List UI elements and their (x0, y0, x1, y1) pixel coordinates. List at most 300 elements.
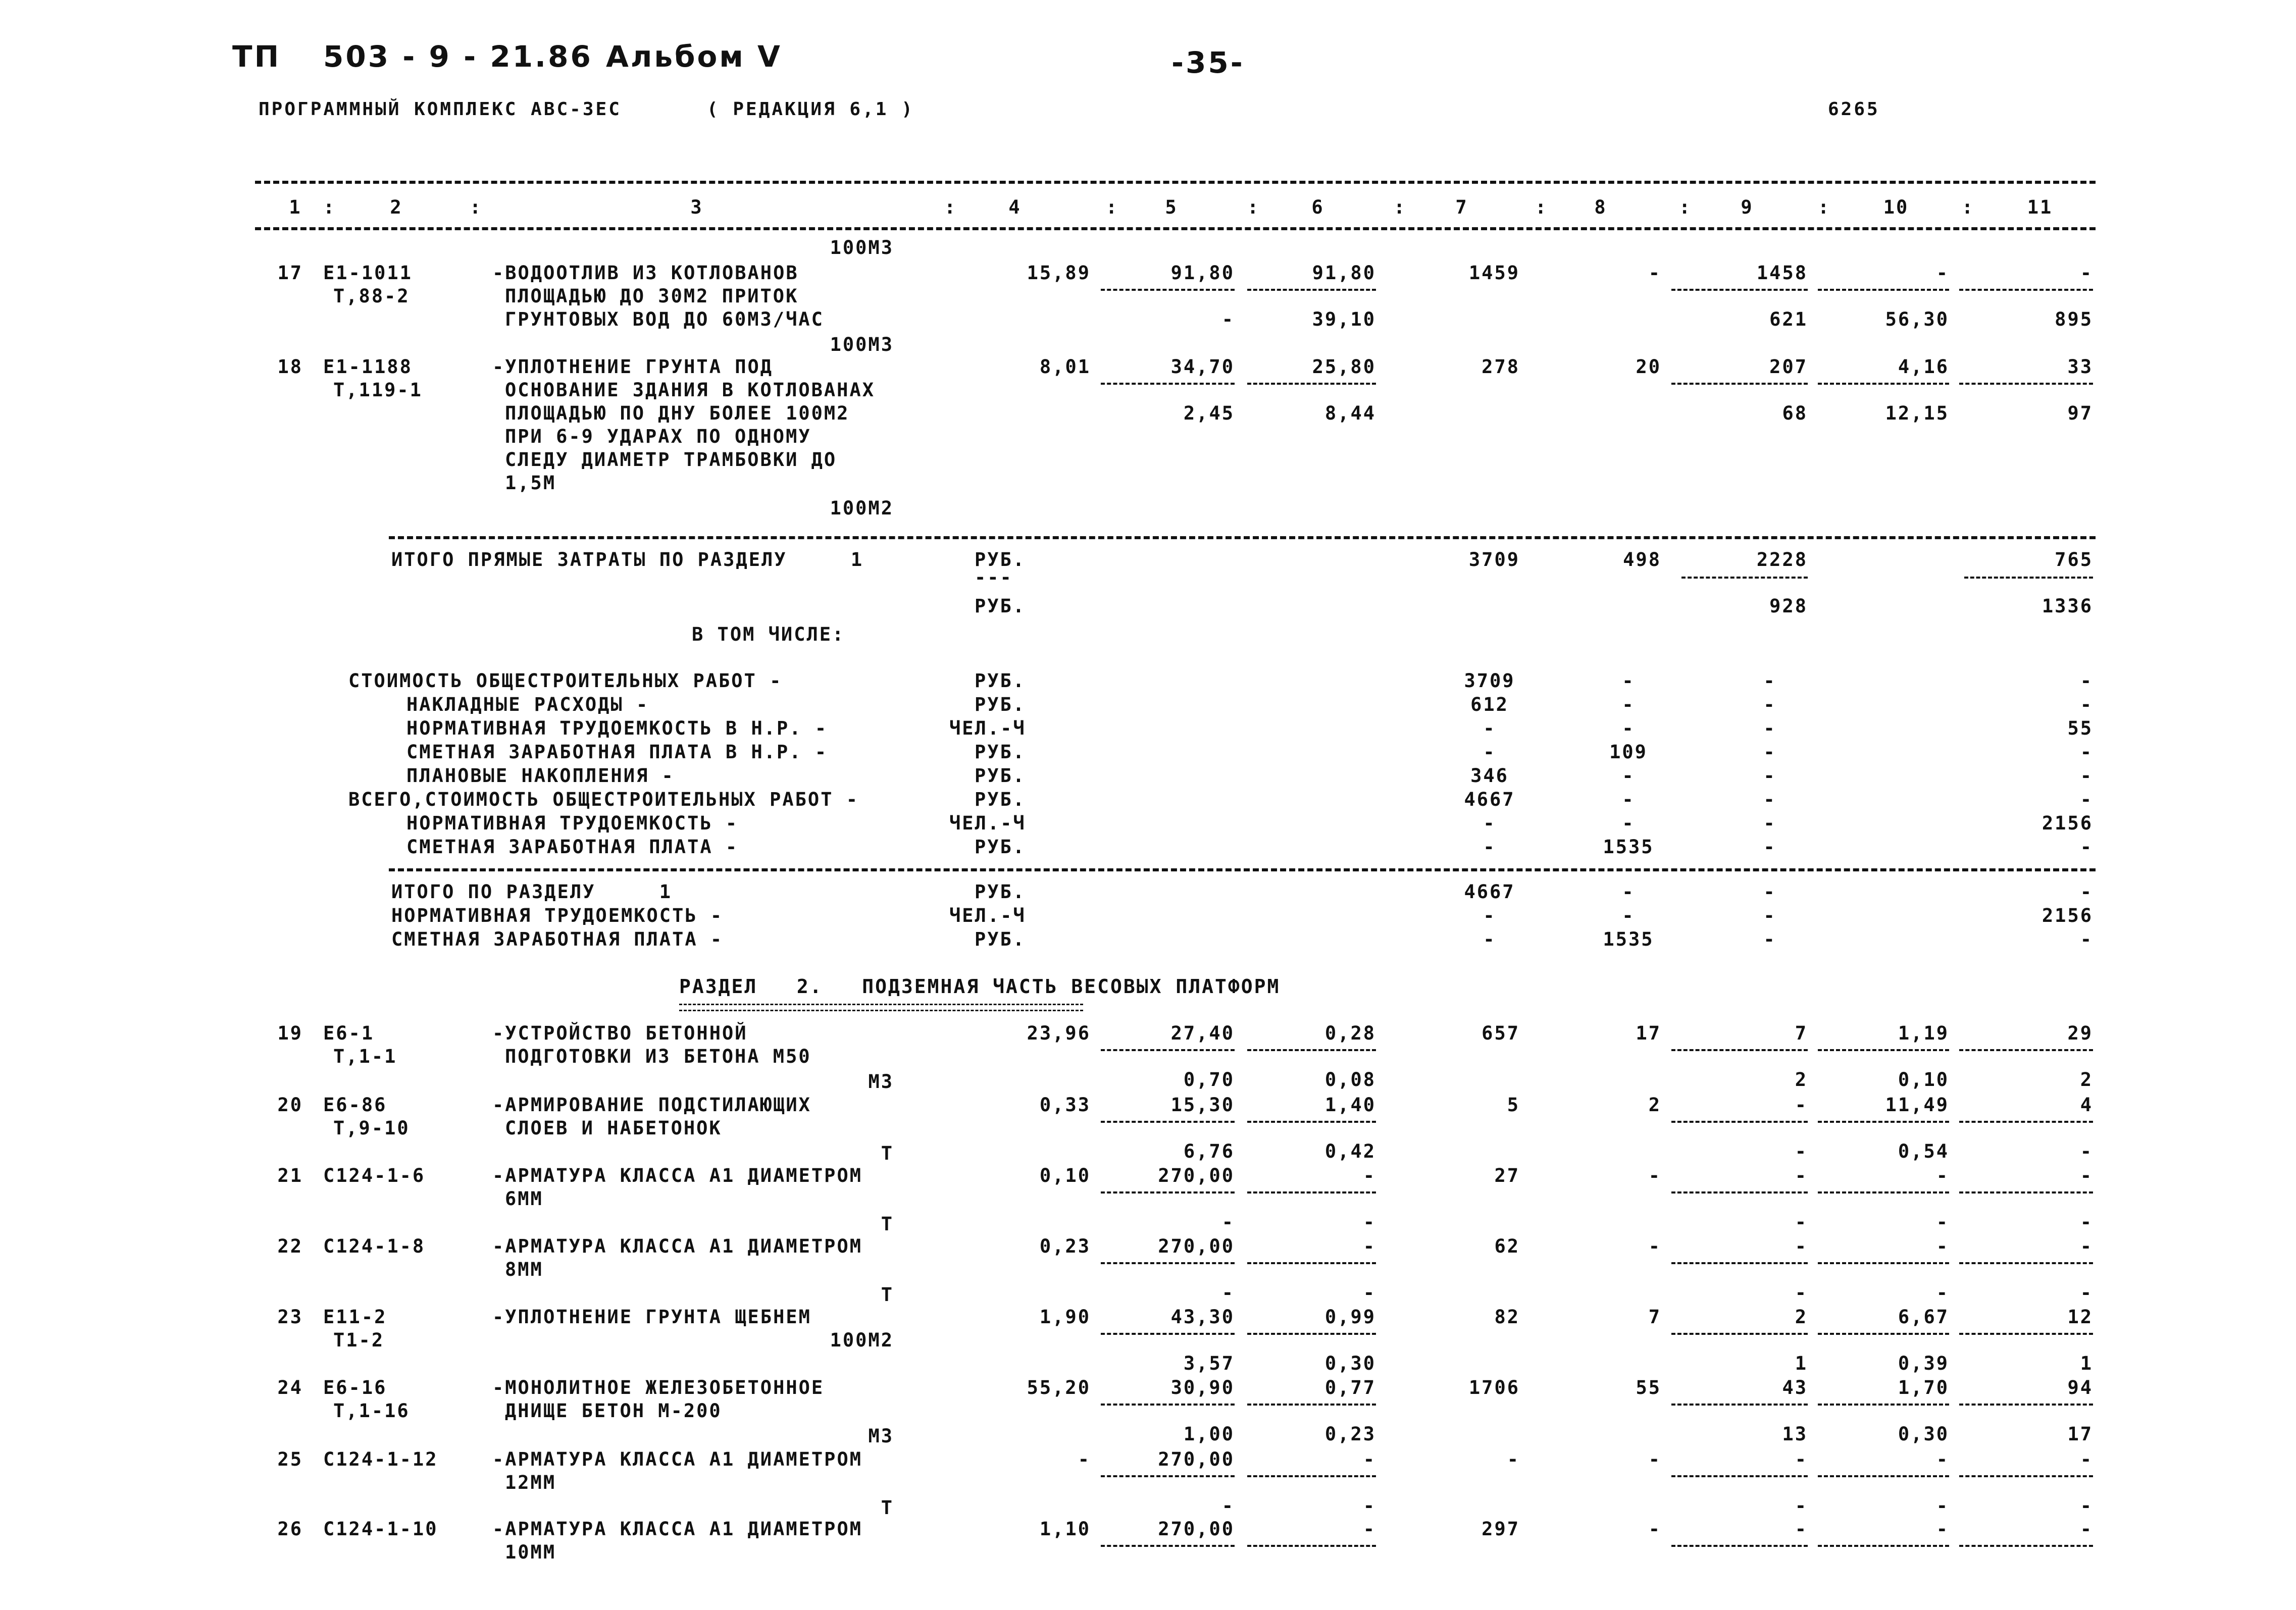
summary-col11: 55 (2067, 717, 2093, 739)
cell-col9: 2 (1795, 1306, 1808, 1328)
cell-col5: 270,00 (1158, 1518, 1235, 1540)
cell-col11: - (2080, 1165, 2093, 1186)
row-code: С124-1-8 (323, 1235, 426, 1257)
row-unit: 100М2 (830, 497, 894, 519)
cell-col5: 91,80 (1170, 262, 1235, 284)
row-code: Е6-86 (323, 1094, 387, 1116)
section-2-title-underline (679, 1004, 1083, 1011)
cell-divider (1671, 1333, 1808, 1335)
summary-col8: - (1622, 694, 1635, 715)
cell-col11-lower: - (2080, 1211, 2093, 1233)
row-code: Е11-2 (323, 1306, 387, 1328)
row-code-table: Т,1-1 (333, 1046, 397, 1067)
cell-col10-lower: - (1936, 1495, 1949, 1517)
summary-col9: - (1763, 836, 1776, 858)
row-unit: М3 (868, 1071, 894, 1093)
cell-col9-lower: - (1795, 1211, 1808, 1233)
cell-col4: 15,89 (1027, 262, 1091, 284)
cell-col6-lower: 0,08 (1324, 1069, 1376, 1090)
totals-including: В ТОМ ЧИСЛЕ: (692, 624, 845, 645)
cell-divider (1671, 1049, 1808, 1051)
summary-label: ВСЕГО,СТОИМОСТЬ ОБЩЕСТРОИТЕЛЬНЫХ РАБОТ - (348, 789, 859, 810)
row-description: ОСНОВАНИЕ ЗДАНИЯ В КОТЛОВАНАХ (505, 379, 876, 401)
cell-divider (1818, 1121, 1949, 1123)
row-number: 25 (277, 1448, 303, 1470)
row-description: ПЛОЩАДЬЮ ПО ДНУ БОЛЕЕ 100М2 (505, 402, 850, 424)
cell-col4: 23,96 (1027, 1022, 1091, 1044)
cell-col11: 4 (2080, 1094, 2093, 1116)
summary-label: ПЛАНОВЫЕ НАКОПЛЕНИЯ - (406, 765, 675, 787)
cell-col5-lower: 6,76 (1183, 1140, 1235, 1162)
summary-col7: 612 (1470, 694, 1509, 715)
cell-col10-lower: 12,15 (1885, 402, 1949, 424)
column-separator: : (323, 196, 336, 218)
column-separator: : (1679, 196, 1692, 218)
row-description: СЛОЕВ И НАБЕТОНОК (505, 1117, 722, 1139)
cell-col9-lower: 68 (1782, 402, 1808, 424)
cell-col7: 657 (1482, 1022, 1520, 1044)
summary-col7: - (1483, 741, 1496, 763)
summary-col8: 1535 (1603, 836, 1654, 858)
row-description: -ВОДООТЛИВ ИЗ КОТЛОВАНОВ (492, 262, 799, 284)
cell-col8: 7 (1648, 1306, 1661, 1328)
totals-col11-lower: 1336 (2042, 595, 2093, 617)
row-description: -АРМИРОВАНИЕ ПОДСТИЛАЮЩИХ (492, 1094, 811, 1116)
section-total-col7: - (1483, 905, 1496, 926)
cell-col8: 17 (1636, 1022, 1661, 1044)
row-description: -УСТРОЙСТВО БЕТОННОЙ (492, 1022, 748, 1044)
cell-col11-lower: 97 (2067, 402, 2093, 424)
summary-unit: ЧЕЛ.-Ч (949, 812, 1026, 834)
cell-col9-lower: 13 (1782, 1423, 1808, 1445)
column-header-rule (255, 227, 2096, 230)
cell-col10: 4,16 (1898, 356, 1949, 378)
cell-col6: 91,80 (1312, 262, 1376, 284)
column-separator: : (1535, 196, 1548, 218)
section-total-label: СМЕТНАЯ ЗАРАБОТНАЯ ПЛАТА - (391, 928, 724, 950)
summary-col9: - (1763, 765, 1776, 787)
section-total-col8: - (1622, 905, 1635, 926)
row-code-table: Т1-2 (333, 1329, 385, 1351)
cell-col6: - (1363, 1448, 1376, 1470)
summary-col7: 3709 (1464, 670, 1515, 692)
cell-divider (1101, 1191, 1235, 1193)
cell-col6: 0,28 (1324, 1022, 1376, 1044)
header-album: Альбом V (606, 39, 782, 74)
row-description: ПРИ 6-9 УДАРАХ ПО ОДНОМУ (505, 426, 811, 447)
cell-divider (1671, 289, 1808, 291)
section-total-col11: - (2080, 928, 2093, 950)
cell-col9-lower: - (1795, 1282, 1808, 1304)
cell-col9-lower: - (1795, 1495, 1808, 1517)
row-description: 1,5М (505, 472, 556, 494)
row-number: 24 (277, 1377, 303, 1398)
cell-col6: 1,40 (1324, 1094, 1376, 1116)
cell-col7: 27 (1494, 1165, 1520, 1186)
row-code-table: Т,9-10 (333, 1117, 410, 1139)
cell-col6-lower: 39,10 (1312, 308, 1376, 330)
summary-label: НОРМАТИВНАЯ ТРУДОЕМКОСТЬ - (406, 812, 739, 834)
cell-col6-lower: 0,30 (1324, 1353, 1376, 1374)
cell-divider (1671, 1191, 1808, 1193)
row-number: 17 (277, 262, 303, 284)
cell-col4: 1,10 (1039, 1518, 1091, 1540)
summary-unit: РУБ. (975, 789, 1026, 810)
totals-rule (389, 536, 2096, 539)
row-description: -УПЛОТНЕНИЕ ГРУНТА ПОД (492, 356, 774, 378)
cell-col4: 1,90 (1039, 1306, 1091, 1328)
row-code: С124-1-10 (323, 1518, 438, 1540)
cell-col9-lower: 2 (1795, 1069, 1808, 1090)
summary-label: НОРМАТИВНАЯ ТРУДОЕМКОСТЬ В Н.Р. - (406, 717, 828, 739)
cell-divider (1101, 289, 1235, 291)
row-description: -АРМАТУРА КЛАССА А1 ДИАМЕТРОМ (492, 1165, 863, 1186)
row-code: Е6-16 (323, 1377, 387, 1398)
cell-divider (1247, 383, 1376, 385)
cell-divider (1247, 1333, 1376, 1335)
row-code-table: Т,88-2 (333, 285, 410, 307)
summary-col9: - (1763, 812, 1776, 834)
cell-col11: - (2080, 1448, 2093, 1470)
column-header-6: 6 (1311, 196, 1324, 218)
cell-col5-lower: - (1221, 1282, 1235, 1304)
cell-col6-lower: 0,23 (1324, 1423, 1376, 1445)
cell-col9: 43 (1782, 1377, 1808, 1398)
cell-col8: - (1648, 1448, 1661, 1470)
row-number: 22 (277, 1235, 303, 1257)
cell-col11: - (2080, 1518, 2093, 1540)
cell-col11: 33 (2067, 356, 2093, 378)
cell-divider (1818, 1191, 1949, 1193)
header-page-number: -35- (1171, 45, 1245, 80)
summary-col9: - (1763, 717, 1776, 739)
column-separator: : (470, 196, 483, 218)
row-description: -УПЛОТНЕНИЕ ГРУНТА ЩЕБНЕМ (492, 1306, 811, 1328)
totals-col9: 2228 (1756, 549, 1808, 570)
cell-col10: 6,67 (1898, 1306, 1949, 1328)
cell-col5: 34,70 (1170, 356, 1235, 378)
header-code: 503 - 9 - 21.86 (323, 39, 593, 74)
row-number: 18 (277, 356, 303, 378)
summary-label: НАКЛАДНЫЕ РАСХОДЫ - (406, 694, 649, 715)
totals-col9-lower: 928 (1769, 595, 1808, 617)
row-description: ДНИЩЕ БЕТОН М-200 (505, 1400, 722, 1422)
cell-divider (1818, 1262, 1949, 1264)
cell-col5: 270,00 (1158, 1165, 1235, 1186)
summary-col11: - (2080, 670, 2093, 692)
row-unit: Т (881, 1284, 894, 1306)
cell-col9-lower: 621 (1769, 308, 1808, 330)
section-total-rule (389, 868, 2096, 871)
cell-col10: - (1936, 1518, 1949, 1540)
column-header-11: 11 (2027, 196, 2053, 218)
cell-col6: - (1363, 1165, 1376, 1186)
summary-col11: - (2080, 836, 2093, 858)
totals-unit: РУБ. (975, 549, 1026, 570)
column-header-1: 1 (289, 196, 302, 218)
cell-col5: 43,30 (1170, 1306, 1235, 1328)
cell-divider (1671, 383, 1808, 385)
summary-col8: - (1622, 789, 1635, 810)
cell-divider (1247, 1049, 1376, 1051)
cell-col10: - (1936, 262, 1949, 284)
cell-divider (1247, 1262, 1376, 1264)
cell-col5: 30,90 (1170, 1377, 1235, 1398)
cell-divider (1818, 1545, 1949, 1547)
summary-unit: РУБ. (975, 765, 1026, 787)
summary-col9: - (1763, 670, 1776, 692)
cell-col8: 55 (1636, 1377, 1661, 1398)
section-total-unit: РУБ. (975, 928, 1026, 950)
row-code: С124-1-12 (323, 1448, 438, 1470)
summary-label: СМЕТНАЯ ЗАРАБОТНАЯ ПЛАТА В Н.Р. - (406, 741, 828, 763)
cell-col10: - (1936, 1448, 1949, 1470)
section-2-title: РАЗДЕЛ 2. ПОДЗЕМНАЯ ЧАСТЬ ВЕСОВЫХ ПЛАТФОРМ (679, 975, 1281, 998)
row-unit: Т (881, 1213, 894, 1235)
row-unit: 100М3 (830, 334, 894, 355)
summary-col8: - (1622, 670, 1635, 692)
column-separator: : (1818, 196, 1831, 218)
cell-col5-lower: 0,70 (1183, 1069, 1235, 1090)
column-separator: : (1247, 196, 1260, 218)
cell-col9: - (1795, 1518, 1808, 1540)
column-header-7: 7 (1455, 196, 1468, 218)
cell-col5: 270,00 (1158, 1235, 1235, 1257)
section-total-col9: - (1763, 881, 1776, 903)
cell-col10-lower: 0,54 (1898, 1140, 1949, 1162)
cell-col10: - (1936, 1165, 1949, 1186)
cell-col8: - (1648, 1165, 1661, 1186)
section-total-label: ИТОГО ПО РАЗДЕЛУ 1 (391, 881, 673, 903)
row-unit: Т (881, 1142, 894, 1164)
cell-col5: 15,30 (1170, 1094, 1235, 1116)
summary-col11: - (2080, 694, 2093, 715)
cell-divider (1247, 1121, 1376, 1123)
summary-col7: - (1483, 836, 1496, 858)
section-total-col7: 4667 (1464, 881, 1515, 903)
cell-divider (1101, 1262, 1235, 1264)
summary-col9: - (1763, 789, 1776, 810)
cell-divider (1101, 383, 1235, 385)
summary-label: СТОИМОСТЬ ОБЩЕСТРОИТЕЛЬНЫХ РАБОТ - (348, 670, 783, 692)
section-total-col11: - (2080, 881, 2093, 903)
cell-divider (1101, 1404, 1235, 1406)
cell-col9-lower: 1 (1795, 1353, 1808, 1374)
cell-divider (1247, 1475, 1376, 1477)
cell-divider (1101, 1545, 1235, 1547)
cell-col6: 25,80 (1312, 356, 1376, 378)
cell-col9: 7 (1795, 1022, 1808, 1044)
cell-col10-lower: 0,30 (1898, 1423, 1949, 1445)
row-code: Е6-1 (323, 1022, 375, 1044)
section-total-label: НОРМАТИВНАЯ ТРУДОЕМКОСТЬ - (391, 905, 724, 926)
cell-divider (1247, 1545, 1376, 1547)
cell-divider (1101, 1333, 1235, 1335)
row-code-table: Т,119-1 (333, 379, 423, 401)
cell-divider (1818, 383, 1949, 385)
row-description: -АРМАТУРА КЛАССА А1 ДИАМЕТРОМ (492, 1235, 863, 1257)
summary-unit: РУБ. (975, 741, 1026, 763)
row-description: -АРМАТУРА КЛАССА А1 ДИАМЕТРОМ (492, 1518, 863, 1540)
cell-col10: 1,70 (1898, 1377, 1949, 1398)
cell-col4: 0,10 (1039, 1165, 1091, 1186)
cell-col11-lower: 895 (2055, 308, 2093, 330)
row-code: Е1-1188 (323, 356, 413, 378)
summary-col8: 109 (1609, 741, 1648, 763)
summary-col9: - (1763, 694, 1776, 715)
table-top-rule (255, 181, 2096, 184)
cell-col5-lower: 2,45 (1183, 402, 1235, 424)
cell-col6-lower: - (1363, 1495, 1376, 1517)
column-header-5: 5 (1165, 196, 1178, 218)
cell-col5-lower: 1,00 (1183, 1423, 1235, 1445)
cell-col11: 94 (2067, 1377, 2093, 1398)
row-number: 21 (277, 1165, 303, 1186)
cell-col9: 1458 (1756, 262, 1808, 284)
row-description: 8ММ (505, 1259, 543, 1280)
cell-col10: 11,49 (1885, 1094, 1949, 1116)
summary-col8: - (1622, 812, 1635, 834)
summary-col11: 2156 (2042, 812, 2093, 834)
section-total-col8: - (1622, 881, 1635, 903)
cell-col8: - (1648, 262, 1661, 284)
header-program-complex: ПРОГРАММНЫЙ КОМПЛЕКС АВС-3ЕС (259, 99, 622, 120)
cell-col11: 29 (2067, 1022, 2093, 1044)
cell-col5-lower: 3,57 (1183, 1353, 1235, 1374)
row-description: -АРМАТУРА КЛАССА А1 ДИАМЕТРОМ (492, 1448, 863, 1470)
row-description: 10ММ (505, 1541, 556, 1563)
cell-divider (1101, 1049, 1235, 1051)
cell-col9-lower: - (1795, 1140, 1808, 1162)
cell-col4: - (1078, 1448, 1091, 1470)
column-separator: : (944, 196, 957, 218)
row-number: 23 (277, 1306, 303, 1328)
cell-col8: - (1648, 1518, 1661, 1540)
summary-col8: - (1622, 765, 1635, 787)
cell-col7: 1459 (1468, 262, 1520, 284)
row-code: Е1-1011 (323, 262, 413, 284)
section-total-unit: РУБ. (975, 881, 1026, 903)
cell-col11: - (2080, 262, 2093, 284)
cell-col9: - (1795, 1165, 1808, 1186)
cell-divider (1959, 289, 2093, 291)
cell-col6-lower: - (1363, 1282, 1376, 1304)
cell-col5: 27,40 (1170, 1022, 1235, 1044)
column-header-9: 9 (1741, 196, 1754, 218)
cell-col7: 62 (1494, 1235, 1520, 1257)
cell-divider (1671, 1404, 1808, 1406)
cell-col8: 2 (1648, 1094, 1661, 1116)
row-description: ГРУНТОВЫХ ВОД ДО 60М3/ЧАС (505, 308, 824, 330)
cell-divider (1959, 1404, 2093, 1406)
cell-divider (1959, 1121, 2093, 1123)
cell-col7: 82 (1494, 1306, 1520, 1328)
cell-divider (1101, 1475, 1235, 1477)
cell-divider (1818, 289, 1949, 291)
summary-col8: - (1622, 717, 1635, 739)
cell-divider (1247, 289, 1376, 291)
row-unit: М3 (868, 1425, 894, 1447)
summary-col11: - (2080, 765, 2093, 787)
cell-divider (1818, 1333, 1949, 1335)
cell-divider (1681, 577, 1808, 579)
cell-divider (1818, 1049, 1949, 1051)
summary-unit: РУБ. (975, 670, 1026, 692)
cell-col10: - (1936, 1235, 1949, 1257)
cell-col4: 55,20 (1027, 1377, 1091, 1398)
cell-divider (1959, 1333, 2093, 1335)
cell-col11-lower: 17 (2067, 1423, 2093, 1445)
totals-unit-dash: --- (975, 566, 1013, 588)
cell-col9: - (1795, 1448, 1808, 1470)
cell-col7: 1706 (1468, 1377, 1520, 1398)
cell-col4: 8,01 (1039, 356, 1091, 378)
cell-col5: 270,00 (1158, 1448, 1235, 1470)
cell-col6: - (1363, 1518, 1376, 1540)
cell-col6-lower: 8,44 (1324, 402, 1376, 424)
row-number: 20 (277, 1094, 303, 1116)
cell-divider (1959, 1545, 2093, 1547)
row-description: -МОНОЛИТНОЕ ЖЕЛЕЗОБЕТОННОЕ (492, 1377, 825, 1398)
row-description: ПЛОЩАДЬЮ ДО 30М2 ПРИТОК (505, 285, 799, 307)
cell-col8: 20 (1636, 356, 1661, 378)
row-unit: 100М3 (830, 237, 894, 258)
summary-col9: - (1763, 741, 1776, 763)
section-total-col9: - (1763, 928, 1776, 950)
column-header-10: 10 (1883, 196, 1909, 218)
section-total-col11: 2156 (2042, 905, 2093, 926)
summary-col11: - (2080, 741, 2093, 763)
summary-unit: РУБ. (975, 836, 1026, 858)
cell-col7: 5 (1507, 1094, 1520, 1116)
row-unit: Т (881, 1497, 894, 1519)
cell-col6: 0,77 (1324, 1377, 1376, 1398)
summary-col7: 4667 (1464, 789, 1515, 810)
cell-col7: - (1507, 1448, 1520, 1470)
cell-divider (1671, 1545, 1808, 1547)
cell-col9: 207 (1769, 356, 1808, 378)
section-total-unit: ЧЕЛ.-Ч (949, 905, 1026, 926)
cell-divider (1959, 1475, 2093, 1477)
totals-unit: РУБ. (975, 595, 1026, 617)
cell-divider (1101, 1121, 1235, 1123)
cell-col7: 278 (1482, 356, 1520, 378)
cell-divider (1959, 383, 2093, 385)
cell-col11-lower: 2 (2080, 1069, 2093, 1090)
row-number: 26 (277, 1518, 303, 1540)
row-description: СЛЕДУ ДИАМЕТР ТРАМБОВКИ ДО (505, 449, 837, 471)
cell-divider (1959, 1191, 2093, 1193)
totals-col8: 498 (1623, 549, 1661, 570)
cell-divider (1959, 1262, 2093, 1264)
cell-col11: - (2080, 1235, 2093, 1257)
header-edition: ( РЕДАКЦИЯ 6,1 ) (707, 99, 914, 120)
row-description: 6ММ (505, 1188, 543, 1210)
cell-col11: 12 (2067, 1306, 2093, 1328)
cell-col11-lower: 1 (2080, 1353, 2093, 1374)
cell-col5-lower: - (1221, 308, 1235, 330)
cell-divider (1671, 1475, 1808, 1477)
header-doc-number: 6265 (1828, 99, 1880, 120)
summary-unit: РУБ. (975, 694, 1026, 715)
column-separator: : (1962, 196, 1975, 218)
cell-divider (1818, 1475, 1949, 1477)
cell-col9: - (1795, 1235, 1808, 1257)
cell-col4: 0,23 (1039, 1235, 1091, 1257)
cell-col10-lower: - (1936, 1211, 1949, 1233)
cell-col7: 297 (1482, 1518, 1520, 1540)
column-header-2: 2 (390, 196, 403, 218)
